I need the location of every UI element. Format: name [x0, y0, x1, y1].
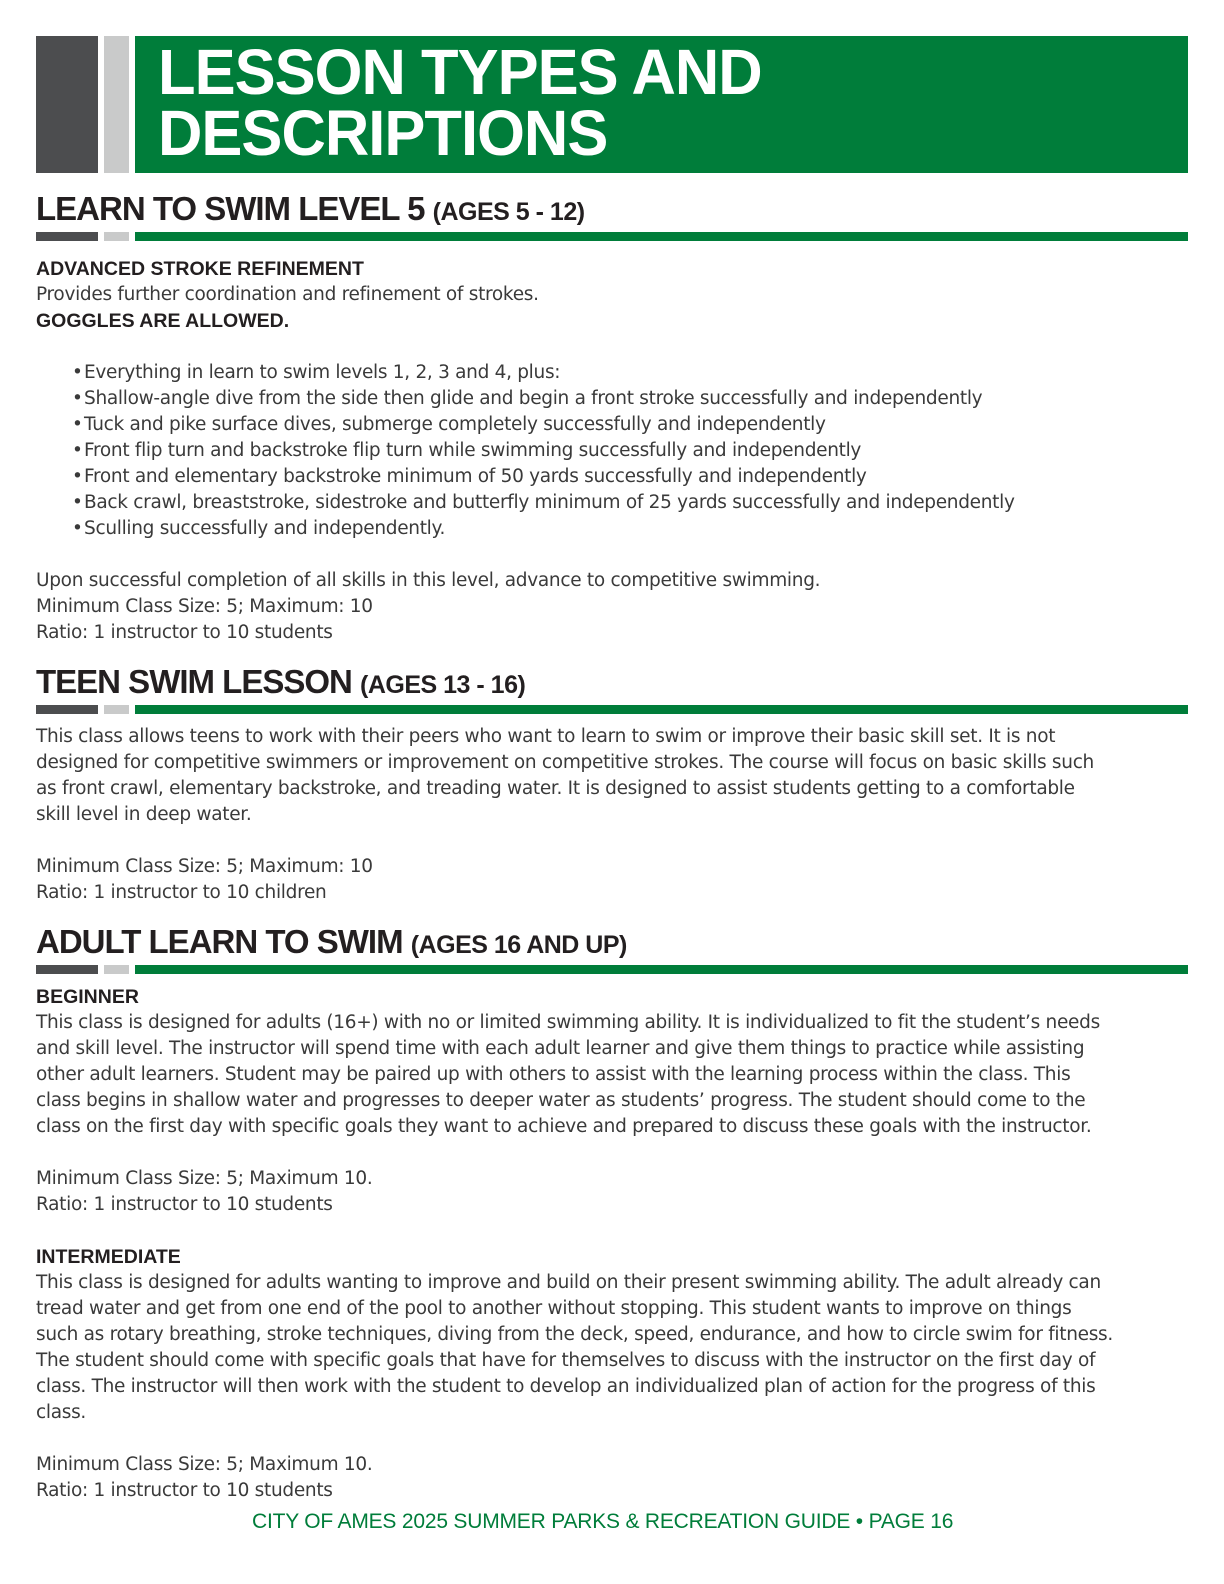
section-divider	[36, 705, 1188, 714]
goggles-note: GOGGLES ARE ALLOWED.	[36, 310, 290, 332]
beginner-description-line: This class is designed for adults (16+) with no or limited swimming ability. It is individualized to fit the student’s needs	[36, 1012, 1100, 1033]
subheading-beginner: BEGINNER	[36, 986, 139, 1008]
intermediate-ratio: Ratio: 1 instructor to 10 students	[36, 1480, 333, 1501]
section-heading-adult	[36, 924, 1188, 974]
teen-description-line: This class allows teens to work with their peers who want to learn to swim or improve their basic skill set. It is not	[36, 726, 1056, 747]
intermediate-class-size: Minimum Class Size: 5; Maximum 10.	[36, 1454, 373, 1475]
section-divider	[36, 232, 1188, 241]
page-title-line1: LESSON TYPES AND	[158, 36, 762, 108]
level5-completion: Upon successful completion of all skills in this level, advance to competitive swimming.	[36, 570, 821, 591]
list-item: •Everything in learn to swim levels 1, 2, 3 and 4, plus:	[72, 362, 561, 383]
section-title: LEARN TO SWIM LEVEL 5 (AGES 5 - 12)	[36, 190, 585, 227]
intermediate-description-line: The student should come with specific goals that have for themselves to discuss with the instructor on the first day of	[36, 1350, 1096, 1371]
banner-dark-block	[36, 36, 98, 173]
section-ages: (AGES 13 - 16)	[360, 671, 526, 699]
list-item: •Sculling successfully and independently.	[72, 518, 446, 539]
list-item: •Back crawl, breaststroke, sidestroke and butterfly minimum of 25 yards successfully and independently	[72, 492, 1015, 513]
beginner-description-line: and skill level. The instructor will spend time with each adult learner and give them things to practice while assisting	[36, 1038, 1085, 1059]
beginner-description-line: class begins in shallow water and progresses to deeper water as students’ progress. The student should come to the	[36, 1090, 1086, 1111]
page-title	[158, 36, 762, 169]
title-banner	[36, 36, 1188, 173]
intermediate-description-line: class.	[36, 1402, 87, 1423]
page	[36, 36, 1188, 1501]
list-item: •Tuck and pike surface dives, submerge completely successfully and independently	[72, 414, 826, 435]
teen-class-size: Minimum Class Size: 5; Maximum: 10	[36, 856, 373, 877]
subheading-intermediate: INTERMEDIATE	[36, 1246, 181, 1268]
beginner-description-line: class on the first day with specific goals they want to achieve and prepared to discuss these goals with the instructor.	[36, 1116, 1092, 1137]
section-heading-teen	[36, 664, 1188, 714]
beginner-ratio: Ratio: 1 instructor to 10 students	[36, 1194, 333, 1215]
section-divider	[36, 965, 1188, 974]
intermediate-description-line: class. The instructor will then work with the student to develop an individualized plan of action for the progress of this	[36, 1376, 1096, 1397]
skills-list	[72, 360, 1015, 542]
level5-intro: Provides further coordination and refinement of strokes.	[36, 284, 539, 305]
intermediate-description-line: tread water and get from one end of the pool to another without stopping. This student wants to improve on things	[36, 1298, 1072, 1319]
intermediate-description-line: This class is designed for adults wanting to improve and build on their present swimming ability. The adult already can	[36, 1272, 1101, 1293]
teen-description-line: designed for competitive swimmers or improvement on competitive strokes. The course will focus on basic skills such	[36, 752, 1094, 773]
list-item: •Front flip turn and backstroke flip turn while swimming successfully and independently	[72, 440, 862, 461]
list-item: •Front and elementary backstroke minimum of 50 yards successfully and independently	[72, 466, 867, 487]
banner-light-block	[104, 36, 129, 173]
level5-ratio: Ratio: 1 instructor to 10 students	[36, 622, 333, 643]
subheading-advanced-stroke: ADVANCED STROKE REFINEMENT	[36, 258, 364, 280]
intermediate-description-line: such as rotary breathing, stroke techniques, diving from the deck, speed, endurance, and how to circle swim for fitness.	[36, 1324, 1113, 1345]
section-ages: (AGES 5 - 12)	[432, 198, 585, 226]
list-item: •Shallow-angle dive from the side then glide and begin a front stroke successfully and independently	[72, 388, 983, 409]
page-footer: CITY OF AMES 2025 SUMMER PARKS & RECREATION GUIDE • PAGE 16	[252, 1510, 954, 1533]
section-title: ADULT LEARN TO SWIM (AGES 16 AND UP)	[36, 923, 627, 960]
beginner-description-line: other adult learners. Student may be paired up with others to assist with the learning process within the class. This	[36, 1064, 1071, 1085]
beginner-class-size: Minimum Class Size: 5; Maximum 10.	[36, 1168, 373, 1189]
teen-ratio: Ratio: 1 instructor to 10 children	[36, 882, 327, 903]
teen-description-line: as front crawl, elementary backstroke, and treading water. It is designed to assist students getting to a comfortable	[36, 778, 1075, 799]
teen-description-line: skill level in deep water.	[36, 804, 252, 825]
section-title: TEEN SWIM LESSON (AGES 13 - 16)	[36, 663, 526, 700]
level5-class-size: Minimum Class Size: 5; Maximum: 10	[36, 596, 373, 617]
section-ages: (AGES 16 AND UP)	[410, 931, 627, 959]
page-title-line2: DESCRIPTIONS	[158, 97, 608, 169]
section-heading-level5	[36, 191, 1188, 241]
